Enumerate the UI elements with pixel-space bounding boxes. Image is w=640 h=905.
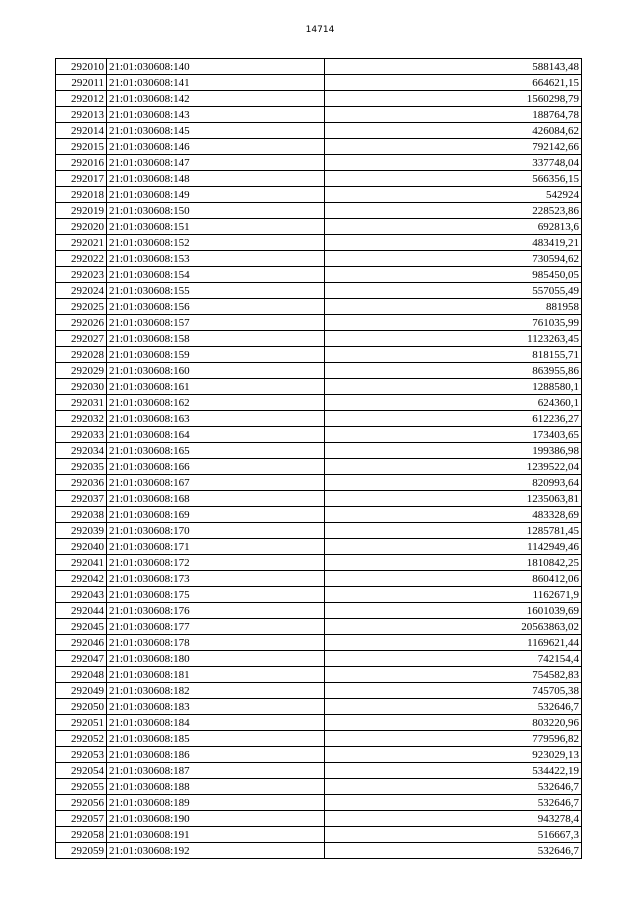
table-row: [56, 747, 582, 763]
row-number-cell: 292042: [56, 571, 107, 587]
table-row: [56, 155, 582, 171]
table-row: [56, 219, 582, 235]
cadastral-value-cell: 860412,06: [325, 571, 582, 587]
table-row: [56, 123, 582, 139]
cadastral-value-cell: 1123263,45: [325, 331, 582, 347]
cadastral-value-cell: 1169621,44: [325, 635, 582, 651]
table-row: [56, 491, 582, 507]
cadastral-value-cell: 188764,78: [325, 107, 582, 123]
row-number-cell: 292059: [56, 843, 107, 859]
cadastral-number-cell: 21:01:030608:178: [107, 635, 325, 651]
row-number-cell: 292026: [56, 315, 107, 331]
cadastral-number-cell: 21:01:030608:188: [107, 779, 325, 795]
cadastral-number-cell: 21:01:030608:156: [107, 299, 325, 315]
row-number-cell: 292057: [56, 811, 107, 827]
cadastral-number-cell: 21:01:030608:166: [107, 459, 325, 475]
cadastral-number-cell: 21:01:030608:192: [107, 843, 325, 859]
cadastral-value-cell: 779596,82: [325, 731, 582, 747]
cadastral-number-cell: 21:01:030608:171: [107, 539, 325, 555]
cadastral-value-cell: 754582,83: [325, 667, 582, 683]
cadastral-number-cell: 21:01:030608:159: [107, 347, 325, 363]
row-number-cell: 292023: [56, 267, 107, 283]
cadastral-number-cell: 21:01:030608:141: [107, 75, 325, 91]
row-number-cell: 292047: [56, 651, 107, 667]
row-number-cell: 292035: [56, 459, 107, 475]
row-number-cell: 292052: [56, 731, 107, 747]
row-number-cell: 292054: [56, 763, 107, 779]
table-row: [56, 171, 582, 187]
row-number-cell: 292014: [56, 123, 107, 139]
table-row: [56, 683, 582, 699]
table-body: [56, 59, 582, 859]
page-number: 14714: [305, 25, 335, 35]
row-number-cell: 292016: [56, 155, 107, 171]
row-number-cell: 292045: [56, 619, 107, 635]
cadastral-value-cell: 426084,62: [325, 123, 582, 139]
cadastral-value-cell: 745705,38: [325, 683, 582, 699]
cadastral-value-cell: 516667,3: [325, 827, 582, 843]
table-row: [56, 411, 582, 427]
cadastral-value-cell: 566356,15: [325, 171, 582, 187]
cadastral-value-cell: 820993,64: [325, 475, 582, 491]
cadastral-number-cell: 21:01:030608:153: [107, 251, 325, 267]
cadastral-number-cell: 21:01:030608:182: [107, 683, 325, 699]
cadastral-value-cell: 818155,71: [325, 347, 582, 363]
row-number-cell: 292029: [56, 363, 107, 379]
cadastral-number-cell: 21:01:030608:152: [107, 235, 325, 251]
row-number-cell: 292050: [56, 699, 107, 715]
table-row: [56, 459, 582, 475]
cadastral-value-cell: 612236,27: [325, 411, 582, 427]
cadastral-number-cell: 21:01:030608:169: [107, 507, 325, 523]
table-row: [56, 539, 582, 555]
cadastral-value-cell: 1601039,69: [325, 603, 582, 619]
row-number-cell: 292041: [56, 555, 107, 571]
cadastral-value-cell: 1142949,46: [325, 539, 582, 555]
cadastral-number-cell: 21:01:030608:145: [107, 123, 325, 139]
cadastral-number-cell: 21:01:030608:142: [107, 91, 325, 107]
row-number-cell: 292028: [56, 347, 107, 363]
table-row: [56, 667, 582, 683]
cadastral-number-cell: 21:01:030608:167: [107, 475, 325, 491]
cadastral-number-cell: 21:01:030608:183: [107, 699, 325, 715]
cadastral-number-cell: 21:01:030608:147: [107, 155, 325, 171]
table-row: [56, 811, 582, 827]
cadastral-number-cell: 21:01:030608:161: [107, 379, 325, 395]
table-row: [56, 523, 582, 539]
cadastral-value-cell: 742154,4: [325, 651, 582, 667]
row-number-cell: 292012: [56, 91, 107, 107]
cadastral-number-cell: 21:01:030608:162: [107, 395, 325, 411]
row-number-cell: 292019: [56, 203, 107, 219]
row-number-cell: 292037: [56, 491, 107, 507]
table-row: [56, 619, 582, 635]
cadastral-number-cell: 21:01:030608:160: [107, 363, 325, 379]
table-row: [56, 395, 582, 411]
cadastral-number-cell: 21:01:030608:185: [107, 731, 325, 747]
row-number-cell: 292031: [56, 395, 107, 411]
row-number-cell: 292015: [56, 139, 107, 155]
row-number-cell: 292044: [56, 603, 107, 619]
cadastral-value-cell: 228523,86: [325, 203, 582, 219]
row-number-cell: 292058: [56, 827, 107, 843]
table-row: [56, 795, 582, 811]
row-number-cell: 292036: [56, 475, 107, 491]
cadastral-value-cell: 923029,13: [325, 747, 582, 763]
table-row: [56, 315, 582, 331]
row-number-cell: 292021: [56, 235, 107, 251]
cadastral-value-cell: 20563863,02: [325, 619, 582, 635]
table-row: [56, 651, 582, 667]
cadastral-value-cell: 557055,49: [325, 283, 582, 299]
cadastral-number-cell: 21:01:030608:189: [107, 795, 325, 811]
table-row: [56, 475, 582, 491]
row-number-cell: 292010: [56, 59, 107, 75]
cadastral-value-cell: 1239522,04: [325, 459, 582, 475]
row-number-cell: 292017: [56, 171, 107, 187]
row-number-cell: 292018: [56, 187, 107, 203]
row-number-cell: 292038: [56, 507, 107, 523]
table-row: [56, 91, 582, 107]
table-row: [56, 715, 582, 731]
table-row: [56, 507, 582, 523]
table-row: [56, 779, 582, 795]
cadastral-value-cell: 532646,7: [325, 795, 582, 811]
cadastral-number-cell: 21:01:030608:176: [107, 603, 325, 619]
table-row: [56, 699, 582, 715]
cadastral-value-cell: 624360,1: [325, 395, 582, 411]
cadastral-number-cell: 21:01:030608:148: [107, 171, 325, 187]
cadastral-number-cell: 21:01:030608:187: [107, 763, 325, 779]
row-number-cell: 292049: [56, 683, 107, 699]
table-row: [56, 363, 582, 379]
cadastral-number-cell: 21:01:030608:149: [107, 187, 325, 203]
cadastral-number-cell: 21:01:030608:151: [107, 219, 325, 235]
cadastral-value-cell: 1810842,25: [325, 555, 582, 571]
row-number-cell: 292025: [56, 299, 107, 315]
cadastral-number-cell: 21:01:030608:157: [107, 315, 325, 331]
cadastral-number-cell: 21:01:030608:177: [107, 619, 325, 635]
cadastral-number-cell: 21:01:030608:190: [107, 811, 325, 827]
cadastral-value-cell: 1288580,1: [325, 379, 582, 395]
cadastral-value-cell: 199386,98: [325, 443, 582, 459]
cadastral-value-cell: 863955,86: [325, 363, 582, 379]
table-row: [56, 571, 582, 587]
cadastral-value-cell: 761035,99: [325, 315, 582, 331]
table-row: [56, 827, 582, 843]
cadastral-value-cell: 792142,66: [325, 139, 582, 155]
table-row: [56, 587, 582, 603]
table-row: [56, 283, 582, 299]
table-row: [56, 443, 582, 459]
cadastral-value-cell: 1285781,45: [325, 523, 582, 539]
row-number-cell: 292055: [56, 779, 107, 795]
cadastral-value-cell: 664621,15: [325, 75, 582, 91]
row-number-cell: 292032: [56, 411, 107, 427]
cadastral-number-cell: 21:01:030608:170: [107, 523, 325, 539]
cadastral-number-cell: 21:01:030608:173: [107, 571, 325, 587]
cadastral-value-cell: 1162671,9: [325, 587, 582, 603]
cadastral-number-cell: 21:01:030608:146: [107, 139, 325, 155]
cadastral-value-cell: 588143,48: [325, 59, 582, 75]
cadastral-number-cell: 21:01:030608:191: [107, 827, 325, 843]
cadastral-value-cell: 532646,7: [325, 843, 582, 859]
row-number-cell: 292048: [56, 667, 107, 683]
row-number-cell: 292046: [56, 635, 107, 651]
table-row: [56, 235, 582, 251]
cadastral-value-cell: 803220,96: [325, 715, 582, 731]
cadastral-number-cell: 21:01:030608:184: [107, 715, 325, 731]
cadastral-value-cell: 1235063,81: [325, 491, 582, 507]
cadastral-number-cell: 21:01:030608:154: [107, 267, 325, 283]
row-number-cell: 292020: [56, 219, 107, 235]
cadastral-number-cell: 21:01:030608:172: [107, 555, 325, 571]
row-number-cell: 292027: [56, 331, 107, 347]
table-row: [56, 251, 582, 267]
row-number-cell: 292051: [56, 715, 107, 731]
row-number-cell: 292013: [56, 107, 107, 123]
table-row: [56, 331, 582, 347]
row-number-cell: 292034: [56, 443, 107, 459]
row-number-cell: 292024: [56, 283, 107, 299]
cadastral-value-cell: 532646,7: [325, 699, 582, 715]
table-row: [56, 603, 582, 619]
cadastral-number-cell: 21:01:030608:165: [107, 443, 325, 459]
cadastral-number-cell: 21:01:030608:150: [107, 203, 325, 219]
cadastral-value-cell: 1560298,79: [325, 91, 582, 107]
table-row: [56, 299, 582, 315]
row-number-cell: 292022: [56, 251, 107, 267]
table-row: [56, 139, 582, 155]
row-number-cell: 292039: [56, 523, 107, 539]
cadastral-number-cell: 21:01:030608:180: [107, 651, 325, 667]
table-row: [56, 267, 582, 283]
table-row: [56, 203, 582, 219]
row-number-cell: 292053: [56, 747, 107, 763]
cadastral-value-cell: 532646,7: [325, 779, 582, 795]
row-number-cell: 292043: [56, 587, 107, 603]
cadastral-value-cell: 943278,4: [325, 811, 582, 827]
cadastral-value-cell: 534422,19: [325, 763, 582, 779]
row-number-cell: 292040: [56, 539, 107, 555]
cadastral-number-cell: 21:01:030608:155: [107, 283, 325, 299]
cadastral-value-cell: 483419,21: [325, 235, 582, 251]
cadastral-number-cell: 21:01:030608:163: [107, 411, 325, 427]
table-row: [56, 555, 582, 571]
cadastral-value-table: [55, 58, 582, 859]
table-row: [56, 75, 582, 91]
cadastral-number-cell: 21:01:030608:186: [107, 747, 325, 763]
table-row: [56, 763, 582, 779]
table-row: [56, 843, 582, 859]
row-number-cell: 292011: [56, 75, 107, 91]
cadastral-value-cell: 985450,05: [325, 267, 582, 283]
cadastral-number-cell: 21:01:030608:181: [107, 667, 325, 683]
row-number-cell: 292030: [56, 379, 107, 395]
table-row: [56, 635, 582, 651]
table-row: [56, 59, 582, 75]
cadastral-value-cell: 692813,6: [325, 219, 582, 235]
cadastral-value-cell: 881958: [325, 299, 582, 315]
cadastral-value-cell: 730594,62: [325, 251, 582, 267]
cadastral-number-cell: 21:01:030608:140: [107, 59, 325, 75]
cadastral-number-cell: 21:01:030608:168: [107, 491, 325, 507]
row-number-cell: 292033: [56, 427, 107, 443]
cadastral-number-cell: 21:01:030608:164: [107, 427, 325, 443]
cadastral-number-cell: 21:01:030608:175: [107, 587, 325, 603]
table-row: [56, 107, 582, 123]
cadastral-value-cell: 542924: [325, 187, 582, 203]
table-row: [56, 379, 582, 395]
table-row: [56, 347, 582, 363]
table-row: [56, 187, 582, 203]
cadastral-number-cell: 21:01:030608:143: [107, 107, 325, 123]
cadastral-value-cell: 173403,65: [325, 427, 582, 443]
cadastral-number-cell: 21:01:030608:158: [107, 331, 325, 347]
table-row: [56, 731, 582, 747]
table-row: [56, 427, 582, 443]
cadastral-value-cell: 337748,04: [325, 155, 582, 171]
row-number-cell: 292056: [56, 795, 107, 811]
cadastral-value-cell: 483328,69: [325, 507, 582, 523]
